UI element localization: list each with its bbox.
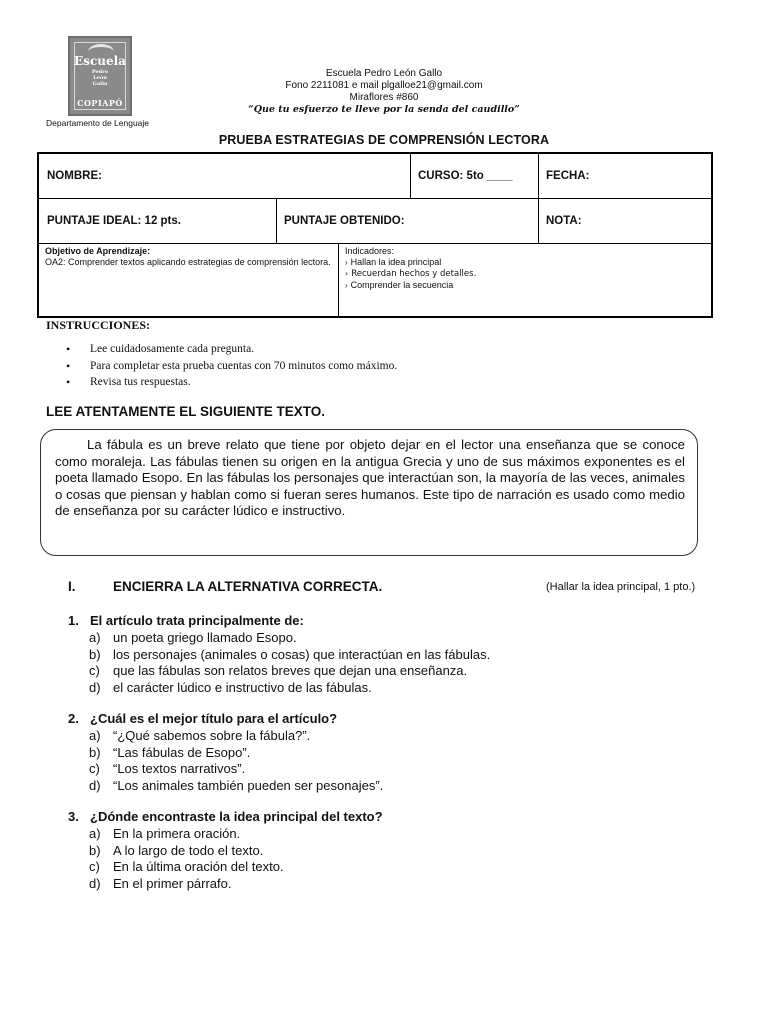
learning-objective	[45, 246, 335, 268]
instructions-title: INSTRUCCIONES:	[46, 318, 151, 332]
test-title: PRUEBA ESTRATEGIAS DE COMPRENSIÓN LECTORA	[218, 133, 550, 147]
option-3b[interactable]: b) A lo largo de todo el texto.	[89, 842, 264, 858]
reading-passage-box	[40, 429, 698, 556]
logo-city: COPIAPÓ	[77, 98, 123, 108]
instruction-item: • Lee cuidadosamente cada pregunta.	[66, 341, 397, 358]
obtained-score-field: PUNTAJE OBTENIDO:	[284, 214, 405, 227]
question-3: 3. ¿Dónde encontraste la idea principal del texto?	[68, 809, 383, 824]
option-3d[interactable]: d) En el primer párrafo.	[89, 875, 232, 891]
instructions-list	[66, 341, 397, 391]
option-1b[interactable]: b) los personajes (animales o cosas) que interactúan en las fábulas.	[89, 646, 491, 662]
chevron-right-icon: ›	[345, 258, 348, 267]
chevron-right-icon: ›	[345, 281, 348, 290]
date-field: FECHA:	[546, 170, 590, 182]
option-1a[interactable]: a) un poeta griego llamado Esopo.	[89, 630, 297, 645]
indicator-item: › Hallan la idea principal	[345, 257, 442, 267]
indicators	[345, 246, 705, 291]
instruction-item: • Para completar esta prueba cuentas con 70 minutos como máximo.	[66, 358, 397, 375]
objective-text: OA2: Comprender textos aplicando estrategias de comprensión lectora.	[45, 257, 331, 267]
option-2d[interactable]: d) “Los animales también pueden ser pesonajes”.	[89, 777, 384, 793]
option-3a[interactable]: a) En la primera oración.	[89, 826, 241, 841]
name-field: NOMBRE:	[47, 170, 102, 182]
option-3c[interactable]: c) En la última oración del texto.	[89, 859, 284, 874]
logo-word: Escuela	[74, 54, 126, 68]
option-1d[interactable]: d) el carácter lúdico e instructivo de las fábulas.	[89, 679, 372, 695]
question-2: 2. ¿Cuál es el mejor título para el artículo?	[68, 711, 338, 726]
course-field: CURSO: 5to ____	[418, 170, 513, 182]
option-2c[interactable]: c) “Los textos narrativos”.	[89, 761, 246, 776]
student-info-table	[37, 152, 713, 318]
option-1c[interactable]: c) que las fábulas son relatos breves que dejan una enseñanza.	[89, 663, 468, 678]
question-1: 1. El artículo trata principalmente de:	[68, 613, 304, 628]
indicators-label: Indicadores:	[345, 246, 395, 256]
grade-field: NOTA:	[546, 214, 582, 227]
school-contact: Fono 2211081 e mail plgalloe21@gmail.com	[285, 80, 483, 91]
instruction-item: • Revisa tus respuestas.	[66, 374, 397, 391]
logo-name: Pedro León Gallo	[91, 69, 109, 87]
indicator-item: › Recuerdan hechos y detalles.	[345, 269, 477, 279]
chevron-right-icon: ›	[345, 269, 349, 278]
indicator-item: › Comprender la secuencia	[345, 280, 454, 290]
section-note: (Hallar la idea principal, 1 pto.)	[546, 581, 696, 593]
school-name: Escuela Pedro León Gallo	[325, 68, 443, 79]
reading-passage: La fábula es un breve relato que tiene por objeto dejar en el lector una enseñanza que se conoce como moraleja. Las fábulas tienen su origen en la antigua Grecia y uno de sus máximos exponentes es el poeta llamado Esopo. En las fábulas los personajes que interactúan son, la mayoría de las veces, animales o cosas que piensan y hablan como si fueran seres humanos. Este tipo de narración es usado como medio de enseñanza por su carácter lúdico e instructivo.	[55, 437, 685, 519]
objective-label: Objetivo de Aprendizaje:	[45, 246, 151, 256]
reading-heading: LEE ATENTAMENTE EL SIGUIENTE TEXTO.	[46, 404, 326, 419]
section-title: ENCIERRA LA ALTERNATIVA CORRECTA.	[113, 579, 383, 594]
section-number: I.	[68, 579, 76, 594]
ideal-score-field: PUNTAJE IDEAL: 12 pts.	[47, 214, 181, 227]
option-2b[interactable]: b) “Las fábulas de Esopo”.	[89, 744, 251, 760]
school-address: Miraflores #860	[349, 92, 419, 103]
school-motto: “Que tu esfuerzo te lleve por la senda del caudillo”	[248, 104, 520, 115]
option-2a[interactable]: a) “¿Qué sabemos sobre la fábula?”.	[89, 728, 311, 743]
department-label: Departamento de Lenguaje	[46, 118, 150, 128]
